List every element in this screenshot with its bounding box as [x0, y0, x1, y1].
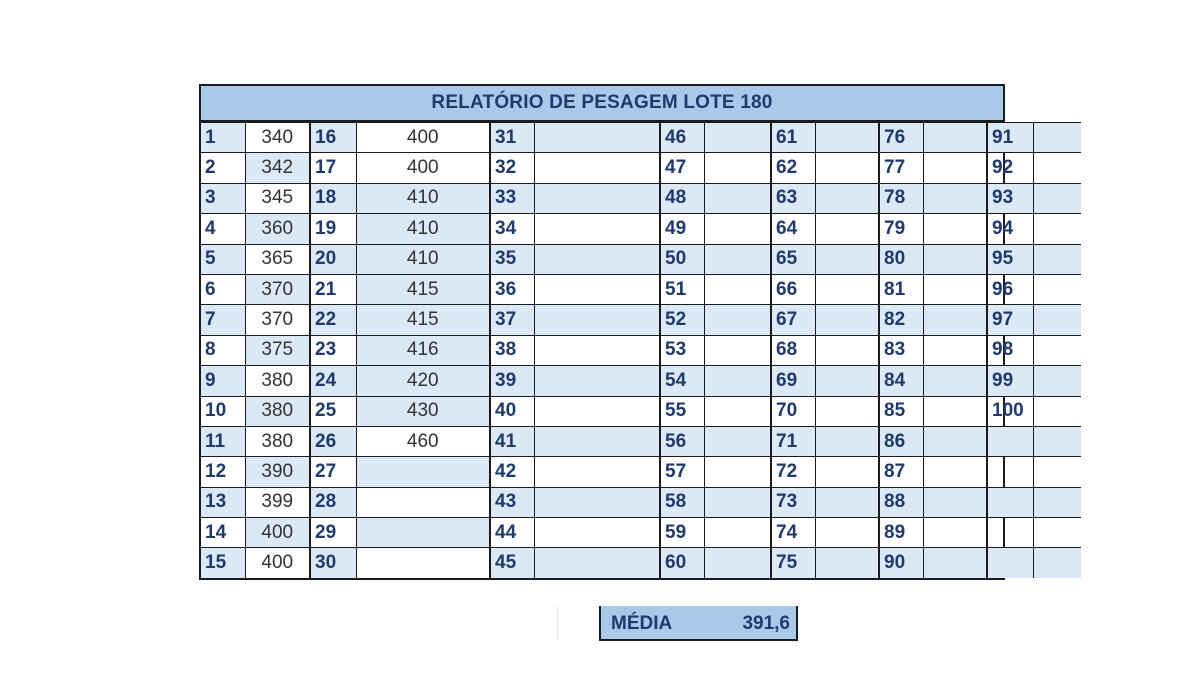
weight-value-cell: [923, 153, 987, 183]
average-value: 391,6: [742, 613, 790, 634]
divider-line: [557, 606, 558, 640]
weight-value-cell: [534, 396, 660, 426]
weight-value-cell: [923, 487, 987, 517]
row-number-cell: 23: [310, 335, 356, 365]
weight-value-cell: [704, 457, 771, 487]
row-number-cell: 73: [771, 487, 815, 517]
weight-value-cell: [815, 518, 879, 548]
row-number-cell: 9: [201, 366, 245, 396]
average-label: MÉDIA: [611, 613, 673, 634]
row-number-cell: 68: [771, 335, 815, 365]
row-number-cell: 80: [879, 244, 923, 274]
weight-value-cell: [704, 487, 771, 517]
weight-value-cell: 400: [356, 123, 490, 153]
row-number-cell: 1: [201, 123, 245, 153]
row-number-cell: 76: [879, 123, 923, 153]
row-number-cell: 83: [879, 335, 923, 365]
table-row: [201, 244, 1081, 274]
weight-value-cell: [534, 457, 660, 487]
weight-value-cell: 375: [245, 335, 310, 365]
row-number-cell: 82: [879, 305, 923, 335]
weight-value-cell: [815, 487, 879, 517]
row-number-cell: 12: [201, 457, 245, 487]
weight-value-cell: [923, 305, 987, 335]
weight-value-cell: [534, 244, 660, 274]
row-number-cell: 25: [310, 396, 356, 426]
row-number-cell: 56: [660, 426, 704, 456]
row-number-cell: 8: [201, 335, 245, 365]
weight-value-cell: [704, 274, 771, 304]
row-number-cell: 98: [987, 335, 1033, 365]
weight-value-cell: [704, 244, 771, 274]
weight-value-cell: 400: [245, 518, 310, 548]
row-number-cell: 50: [660, 244, 704, 274]
row-number-cell: 74: [771, 518, 815, 548]
weight-value-cell: 342: [245, 153, 310, 183]
weight-value-cell: [1033, 335, 1081, 365]
row-number-cell: 49: [660, 214, 704, 244]
weight-value-cell: [704, 518, 771, 548]
table-row: [201, 457, 1081, 487]
weight-value-cell: [923, 214, 987, 244]
weight-value-cell: 420: [356, 366, 490, 396]
weight-value-cell: [1033, 305, 1081, 335]
row-number-cell: 72: [771, 457, 815, 487]
row-number-cell: 24: [310, 366, 356, 396]
row-number-cell: 34: [490, 214, 534, 244]
average-summary: [599, 606, 798, 641]
weight-value-cell: [815, 335, 879, 365]
weight-value-cell: [534, 153, 660, 183]
row-number-cell: 51: [660, 274, 704, 304]
weight-value-cell: [704, 548, 771, 578]
row-number-cell: 7: [201, 305, 245, 335]
weight-value-cell: [923, 518, 987, 548]
weight-value-cell: [815, 426, 879, 456]
row-number-cell: 59: [660, 518, 704, 548]
weight-value-cell: [815, 183, 879, 213]
weight-value-cell: [534, 183, 660, 213]
weight-value-cell: [815, 548, 879, 578]
row-number-cell: 95: [987, 244, 1033, 274]
row-number-cell: 71: [771, 426, 815, 456]
weight-value-cell: [923, 366, 987, 396]
row-number-cell: 75: [771, 548, 815, 578]
row-number-cell: 40: [490, 396, 534, 426]
row-number-cell: 86: [879, 426, 923, 456]
row-number-cell: 5: [201, 244, 245, 274]
table-row: [201, 183, 1081, 213]
row-number-cell: 67: [771, 305, 815, 335]
row-number-cell: 99: [987, 366, 1033, 396]
row-number-cell: 94: [987, 214, 1033, 244]
table-row: [201, 518, 1081, 548]
row-number-cell: 61: [771, 123, 815, 153]
table-row: [201, 426, 1081, 456]
weight-value-cell: [356, 457, 490, 487]
row-number-cell: 52: [660, 305, 704, 335]
row-number-cell: 28: [310, 487, 356, 517]
weight-value-cell: [1033, 548, 1081, 578]
weight-value-cell: [356, 548, 490, 578]
row-number-cell: 84: [879, 366, 923, 396]
weight-value-cell: 380: [245, 366, 310, 396]
table-row: [201, 548, 1081, 578]
row-number-cell: 19: [310, 214, 356, 244]
row-number-cell: 31: [490, 123, 534, 153]
row-number-cell: 69: [771, 366, 815, 396]
weight-value-cell: [1033, 123, 1081, 153]
weight-value-cell: 345: [245, 183, 310, 213]
weight-value-cell: 399: [245, 487, 310, 517]
weight-value-cell: [1033, 153, 1081, 183]
row-number-cell: 62: [771, 153, 815, 183]
row-number-cell: 63: [771, 183, 815, 213]
table-row: [201, 487, 1081, 517]
weight-value-cell: [815, 305, 879, 335]
weight-value-cell: 410: [356, 244, 490, 274]
weight-value-cell: [704, 396, 771, 426]
row-number-cell: 85: [879, 396, 923, 426]
row-number-cell: 58: [660, 487, 704, 517]
table-row: [201, 123, 1081, 153]
row-number-cell: 35: [490, 244, 534, 274]
weight-value-cell: 380: [245, 426, 310, 456]
weight-value-cell: [1033, 244, 1081, 274]
weight-value-cell: [1033, 366, 1081, 396]
weight-value-cell: [923, 123, 987, 153]
row-number-cell: 46: [660, 123, 704, 153]
row-number-cell: 65: [771, 244, 815, 274]
weighing-report-table: [199, 84, 1024, 580]
weight-value-cell: 400: [356, 153, 490, 183]
weight-value-cell: [1033, 396, 1081, 426]
row-number-cell: 88: [879, 487, 923, 517]
weight-value-cell: [356, 487, 490, 517]
weight-value-cell: [1033, 183, 1081, 213]
weight-value-cell: [923, 396, 987, 426]
row-number-cell: 47: [660, 153, 704, 183]
weight-value-cell: 370: [245, 305, 310, 335]
row-number-cell: 33: [490, 183, 534, 213]
weight-value-cell: 380: [245, 396, 310, 426]
weight-value-cell: [534, 123, 660, 153]
row-number-cell: 11: [201, 426, 245, 456]
weight-value-cell: [1033, 518, 1081, 548]
row-number-cell: 20: [310, 244, 356, 274]
row-number-cell: 38: [490, 335, 534, 365]
row-number-cell: 45: [490, 548, 534, 578]
row-number-cell: 36: [490, 274, 534, 304]
row-number-cell: [987, 548, 1033, 578]
row-number-cell: 18: [310, 183, 356, 213]
row-number-cell: 100: [987, 396, 1033, 426]
weight-value-cell: 460: [356, 426, 490, 456]
row-number-cell: 89: [879, 518, 923, 548]
row-number-cell: 60: [660, 548, 704, 578]
row-number-cell: 48: [660, 183, 704, 213]
row-number-cell: 87: [879, 457, 923, 487]
row-number-cell: 26: [310, 426, 356, 456]
weight-value-cell: [704, 123, 771, 153]
weight-value-cell: 410: [356, 183, 490, 213]
row-number-cell: 16: [310, 123, 356, 153]
weight-value-cell: [815, 274, 879, 304]
row-number-cell: 90: [879, 548, 923, 578]
weight-value-cell: [534, 487, 660, 517]
row-number-cell: 91: [987, 123, 1033, 153]
weight-value-cell: [815, 244, 879, 274]
row-number-cell: 93: [987, 183, 1033, 213]
weight-value-cell: 416: [356, 335, 490, 365]
row-number-cell: 14: [201, 518, 245, 548]
weight-value-cell: [1033, 214, 1081, 244]
row-number-cell: [987, 487, 1033, 517]
weight-value-cell: 410: [356, 214, 490, 244]
weight-value-cell: 365: [245, 244, 310, 274]
row-number-cell: 81: [879, 274, 923, 304]
row-number-cell: 29: [310, 518, 356, 548]
weight-value-cell: 390: [245, 457, 310, 487]
row-number-cell: 17: [310, 153, 356, 183]
row-number-cell: 66: [771, 274, 815, 304]
row-number-cell: 15: [201, 548, 245, 578]
row-number-cell: 96: [987, 274, 1033, 304]
weight-value-cell: [704, 366, 771, 396]
row-number-cell: [987, 457, 1033, 487]
table-row: [201, 396, 1081, 426]
weight-value-cell: [923, 183, 987, 213]
row-number-cell: 55: [660, 396, 704, 426]
weight-value-cell: 360: [245, 214, 310, 244]
weight-value-cell: [704, 183, 771, 213]
weight-value-cell: [1033, 487, 1081, 517]
row-number-cell: 30: [310, 548, 356, 578]
row-number-cell: 43: [490, 487, 534, 517]
row-number-cell: 21: [310, 274, 356, 304]
weight-value-cell: [923, 426, 987, 456]
weight-value-cell: [704, 426, 771, 456]
weight-value-cell: [534, 518, 660, 548]
weight-value-cell: [534, 335, 660, 365]
weight-value-cell: [534, 548, 660, 578]
row-number-cell: 78: [879, 183, 923, 213]
row-number-cell: 6: [201, 274, 245, 304]
weight-value-cell: 430: [356, 396, 490, 426]
row-number-cell: 2: [201, 153, 245, 183]
table-row: [201, 305, 1081, 335]
weight-value-cell: 340: [245, 123, 310, 153]
table-row: [201, 335, 1081, 365]
row-number-cell: 44: [490, 518, 534, 548]
row-number-cell: 22: [310, 305, 356, 335]
weight-value-cell: [534, 366, 660, 396]
weight-value-cell: 415: [356, 274, 490, 304]
weight-value-cell: [923, 244, 987, 274]
weight-value-cell: [1033, 274, 1081, 304]
row-number-cell: 42: [490, 457, 534, 487]
row-number-cell: 37: [490, 305, 534, 335]
table-row: [201, 274, 1081, 304]
weight-value-cell: [815, 396, 879, 426]
row-number-cell: 54: [660, 366, 704, 396]
weight-value-cell: [815, 123, 879, 153]
row-number-cell: 64: [771, 214, 815, 244]
weight-value-cell: [923, 457, 987, 487]
weight-value-cell: [1033, 426, 1081, 456]
table-row: [201, 214, 1081, 244]
weight-value-cell: 370: [245, 274, 310, 304]
weight-value-cell: [923, 274, 987, 304]
weight-value-cell: [923, 335, 987, 365]
weight-value-cell: [534, 274, 660, 304]
weight-value-cell: 415: [356, 305, 490, 335]
row-number-cell: 41: [490, 426, 534, 456]
row-number-cell: 77: [879, 153, 923, 183]
row-number-cell: 79: [879, 214, 923, 244]
weight-value-cell: [534, 305, 660, 335]
weight-value-cell: [923, 548, 987, 578]
weight-value-cell: [815, 457, 879, 487]
row-number-cell: 57: [660, 457, 704, 487]
row-number-cell: 4: [201, 214, 245, 244]
weight-value-cell: 400: [245, 548, 310, 578]
row-number-cell: [987, 518, 1033, 548]
weight-value-cell: [704, 305, 771, 335]
weight-value-cell: [356, 518, 490, 548]
weight-value-cell: [815, 366, 879, 396]
table-row: [201, 366, 1081, 396]
row-number-cell: 39: [490, 366, 534, 396]
row-number-cell: 70: [771, 396, 815, 426]
row-number-cell: 97: [987, 305, 1033, 335]
weight-value-cell: [534, 214, 660, 244]
weight-value-cell: [815, 214, 879, 244]
weights-grid: [201, 122, 1081, 578]
row-number-cell: 92: [987, 153, 1033, 183]
row-number-cell: 13: [201, 487, 245, 517]
weight-value-cell: [704, 214, 771, 244]
row-number-cell: [987, 426, 1033, 456]
row-number-cell: 27: [310, 457, 356, 487]
weight-value-cell: [534, 426, 660, 456]
row-number-cell: 32: [490, 153, 534, 183]
row-number-cell: 3: [201, 183, 245, 213]
weight-value-cell: [815, 153, 879, 183]
table-row: [201, 153, 1081, 183]
row-number-cell: 53: [660, 335, 704, 365]
weight-value-cell: [704, 153, 771, 183]
weight-value-cell: [704, 335, 771, 365]
row-number-cell: 10: [201, 396, 245, 426]
weight-value-cell: [1033, 457, 1081, 487]
report-title: RELATÓRIO DE PESAGEM LOTE 180: [201, 86, 1003, 122]
